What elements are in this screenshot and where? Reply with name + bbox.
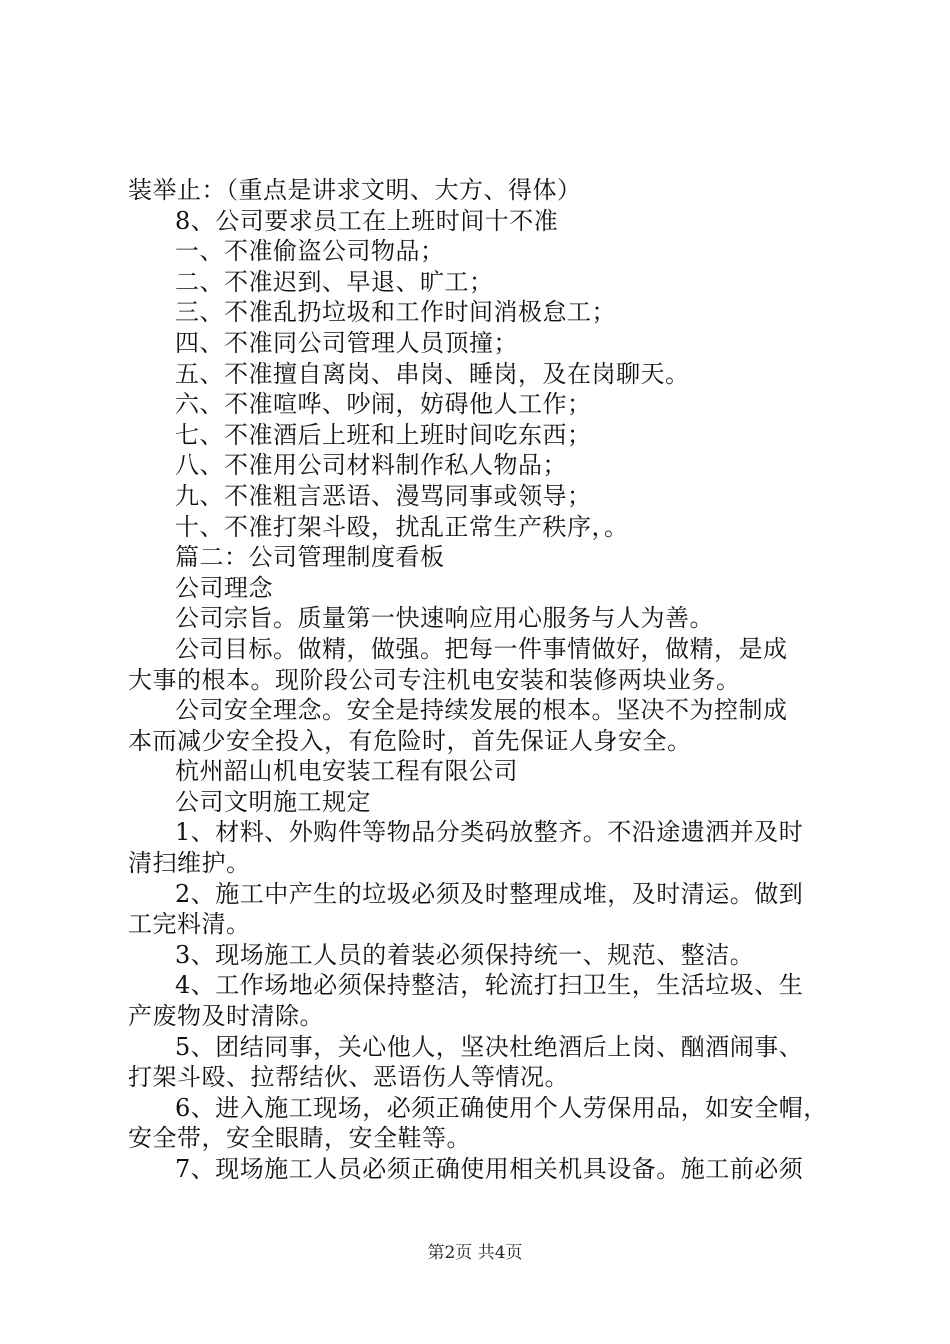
text-line: 本而减少安全投入，有危险时，首先保证人身安全。 bbox=[128, 726, 692, 755]
text-line: 七、不准酒后上班和上班时间吃东西； bbox=[175, 420, 592, 449]
text-line: 篇二：公司管理制度看板 bbox=[175, 543, 445, 572]
text-line: 工完料清。 bbox=[128, 910, 251, 939]
text-line: 大事的根本。现阶段公司专注机电安装和装修两块业务。 bbox=[128, 665, 741, 694]
page-footer: 第2页 共4页 bbox=[427, 1243, 523, 1263]
text-line: 三、不准乱扔垃圾和工作时间消极怠工； bbox=[175, 298, 616, 327]
text-line: 1、材料、外购件等物品分类码放整齐。不沿途遗洒并及时 bbox=[175, 818, 804, 847]
text-line: 杭州韶山机电安装工程有限公司 bbox=[175, 757, 518, 786]
text-line: 十、不准打架斗殴，扰乱正常生产秩序，。 bbox=[175, 512, 629, 541]
text-line: 九、不准粗言恶语、漫骂同事或领导； bbox=[175, 481, 592, 510]
text-line: 6、进入施工现场，必须正确使用个人劳保用品，如安全帽， bbox=[175, 1093, 828, 1122]
text-line: 四、不准同公司管理人员顶撞； bbox=[175, 328, 518, 357]
text-line: 4、工作场地必须保持整洁，轮流打扫卫生，生活垃圾、生 bbox=[175, 971, 804, 1000]
text-line: 公司宗旨。质量第一快速响应用心服务与人为善。 bbox=[175, 604, 714, 633]
text-line: 公司安全理念。安全是持续发展的根本。坚决不为控制成 bbox=[175, 696, 788, 725]
text-line: 公司理念 bbox=[175, 573, 273, 602]
text-line: 一、不准偷盗公司物品； bbox=[175, 237, 445, 266]
text-line: 公司目标。做精，做强。把每一件事情做好，做精，是成 bbox=[175, 634, 788, 663]
text-line: 二、不准迟到、早退、旷工； bbox=[175, 267, 494, 296]
text-line: 六、不准喧哗、吵闹，妨碍他人工作； bbox=[175, 390, 592, 419]
text-line: 5、团结同事，关心他人，坚决杜绝酒后上岗、酗酒闹事、 bbox=[175, 1032, 804, 1061]
text-line: 八、不准用公司材料制作私人物品； bbox=[175, 451, 567, 480]
text-line: 7、现场施工人员必须正确使用相关机具设备。施工前必须 bbox=[175, 1155, 804, 1183]
text-line: 产废物及时清除。 bbox=[128, 1002, 324, 1031]
text-line: 清扫维护。 bbox=[128, 849, 251, 878]
text-line: 8、公司要求员工在上班时间十不准 bbox=[175, 206, 559, 235]
text-line: 安全带，安全眼睛，安全鞋等。 bbox=[128, 1124, 471, 1153]
text-line: 公司文明施工规定 bbox=[175, 787, 371, 816]
text-line: 装举止：（重点是讲求文明、大方、得体） bbox=[128, 176, 582, 204]
document-body bbox=[128, 175, 840, 1185]
text-line: 五、不准擅自离岗、串岗、睡岗，及在岗聊天。 bbox=[175, 359, 690, 388]
text-line: 3、现场施工人员的着装必须保持统一、规范、整洁。 bbox=[175, 940, 755, 969]
text-line: 2、施工中产生的垃圾必须及时整理成堆，及时清运。做到 bbox=[175, 879, 804, 908]
text-line: 打架斗殴、拉帮结伙、恶语伤人等情况。 bbox=[128, 1063, 569, 1092]
